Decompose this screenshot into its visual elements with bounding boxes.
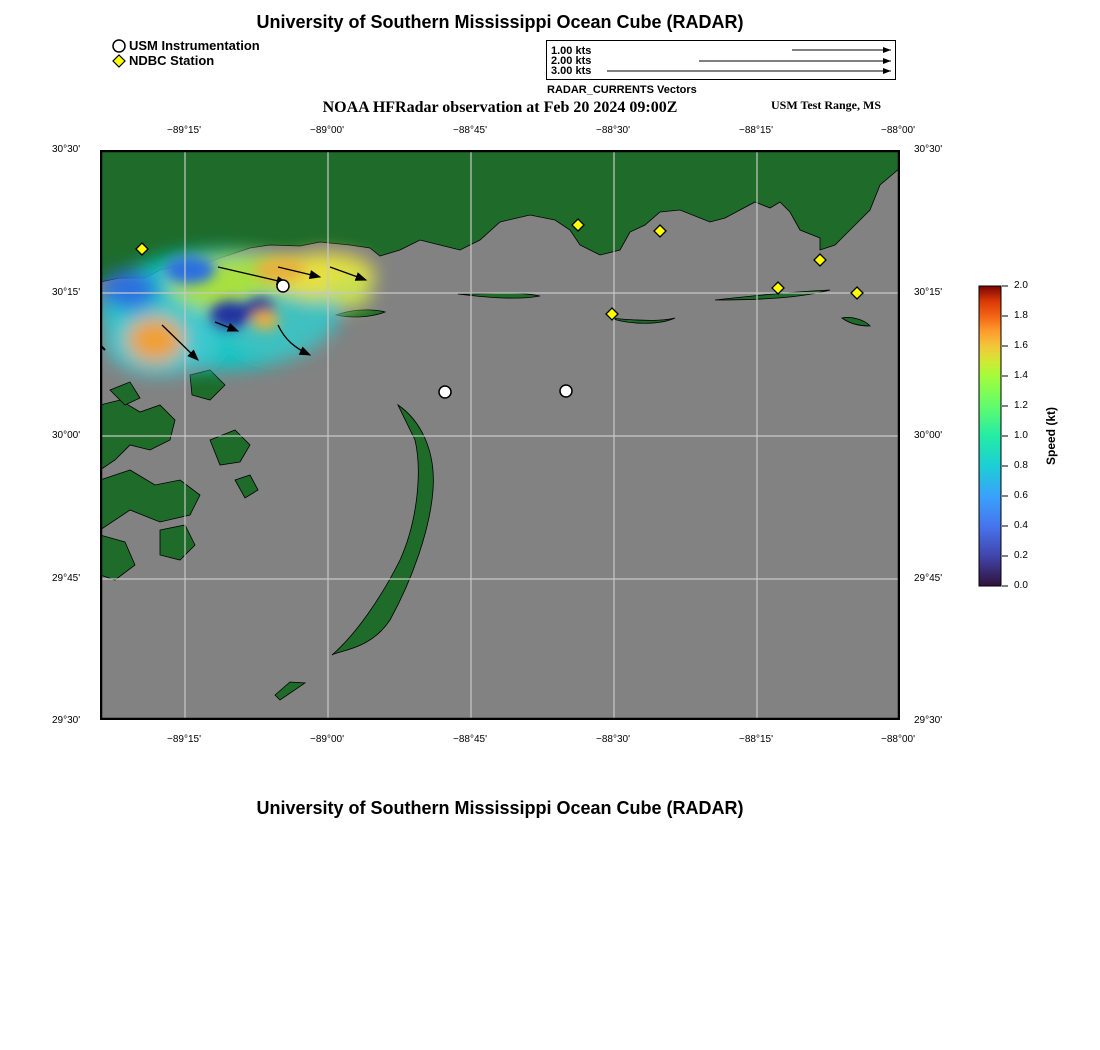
legend-usm-label: USM Instrumentation bbox=[129, 38, 260, 53]
lat-tick-right-5: 29°30' bbox=[914, 715, 943, 726]
legend-usm bbox=[112, 38, 260, 53]
colorbar-tick: 1.8 bbox=[1014, 310, 1028, 321]
lon-tick-top-1: −89°15' bbox=[167, 125, 201, 136]
lon-tick-bottom-4: −88°30' bbox=[596, 734, 630, 745]
lat-tick-right-4: 29°45' bbox=[914, 573, 943, 584]
page-title: University of Southern Mississippi Ocean Cube (RADAR) bbox=[256, 12, 744, 32]
lon-tick-top-5: −88°15' bbox=[739, 125, 773, 136]
legend-ndbc-label: NDBC Station bbox=[129, 53, 215, 68]
lon-tick-bottom-2: −89°00' bbox=[310, 734, 344, 745]
ndbc-station-icon bbox=[112, 54, 126, 68]
lat-tick-left-1: 30°30' bbox=[52, 144, 81, 155]
vector-key-entry-3: 3.00 kts bbox=[551, 65, 592, 77]
colorbar-tick: 1.4 bbox=[1014, 370, 1028, 381]
vector-key-entry-1: 1.00 kts bbox=[551, 45, 592, 57]
legend-ndbc bbox=[112, 53, 260, 68]
colorbar-tick: 0.8 bbox=[1014, 460, 1028, 471]
colorbar-tick: 0.0 bbox=[1014, 580, 1028, 591]
colorbar-tick: 0.4 bbox=[1014, 520, 1028, 531]
colorbar-ticks bbox=[1002, 280, 1042, 592]
lon-tick-top-6: −88°00' bbox=[881, 125, 915, 136]
lon-tick-top-2: −89°00' bbox=[310, 125, 344, 136]
map-subtitle: NOAA HFRadar observation at Feb 20 2024 09:00Z bbox=[322, 99, 678, 116]
usm-instrument-icon bbox=[112, 39, 126, 53]
lon-tick-top-3: −88°45' bbox=[453, 125, 487, 136]
usm-instrument bbox=[277, 280, 289, 292]
lat-tick-right-3: 30°00' bbox=[914, 430, 943, 441]
lon-tick-bottom-1: −89°15' bbox=[167, 734, 201, 745]
colorbar-tick: 0.2 bbox=[1014, 550, 1028, 561]
map-canvas bbox=[100, 150, 900, 720]
lat-tick-right-1: 30°30' bbox=[914, 144, 943, 155]
colorbar-tick: 1.2 bbox=[1014, 400, 1028, 411]
lat-tick-left-3: 30°00' bbox=[52, 430, 81, 441]
legend bbox=[112, 38, 260, 68]
usm-instrument bbox=[439, 386, 451, 398]
vector-key bbox=[546, 40, 896, 80]
colorbar-tick: 0.6 bbox=[1014, 490, 1028, 501]
lat-tick-left-4: 29°45' bbox=[52, 573, 81, 584]
lon-tick-bottom-5: −88°15' bbox=[739, 734, 773, 745]
colorbar-tick: 2.0 bbox=[1014, 280, 1028, 291]
lon-tick-bottom-6: −88°00' bbox=[881, 734, 915, 745]
lat-tick-right-2: 30°15' bbox=[914, 287, 943, 298]
colorbar-tick: 1.0 bbox=[1014, 430, 1028, 441]
colorbar-tick: 1.6 bbox=[1014, 340, 1028, 351]
site-label: USM Test Range, MS bbox=[771, 98, 882, 112]
lat-tick-left-5: 29°30' bbox=[52, 715, 81, 726]
lon-tick-bottom-3: −88°45' bbox=[453, 734, 487, 745]
lat-tick-left-2: 30°15' bbox=[52, 287, 81, 298]
speed-colorbar bbox=[978, 285, 1002, 587]
lon-tick-top-4: −88°30' bbox=[596, 125, 630, 136]
footer-title: University of Southern Mississippi Ocean Cube (RADAR) bbox=[256, 798, 744, 818]
vector-key-caption: RADAR_CURRENTS Vectors bbox=[547, 84, 697, 96]
vector-key-arrows bbox=[547, 41, 895, 79]
colorbar-label: Speed (kt) bbox=[1044, 406, 1058, 466]
usm-instrument bbox=[560, 385, 572, 397]
vector-key-entry-2: 2.00 kts bbox=[551, 55, 592, 67]
